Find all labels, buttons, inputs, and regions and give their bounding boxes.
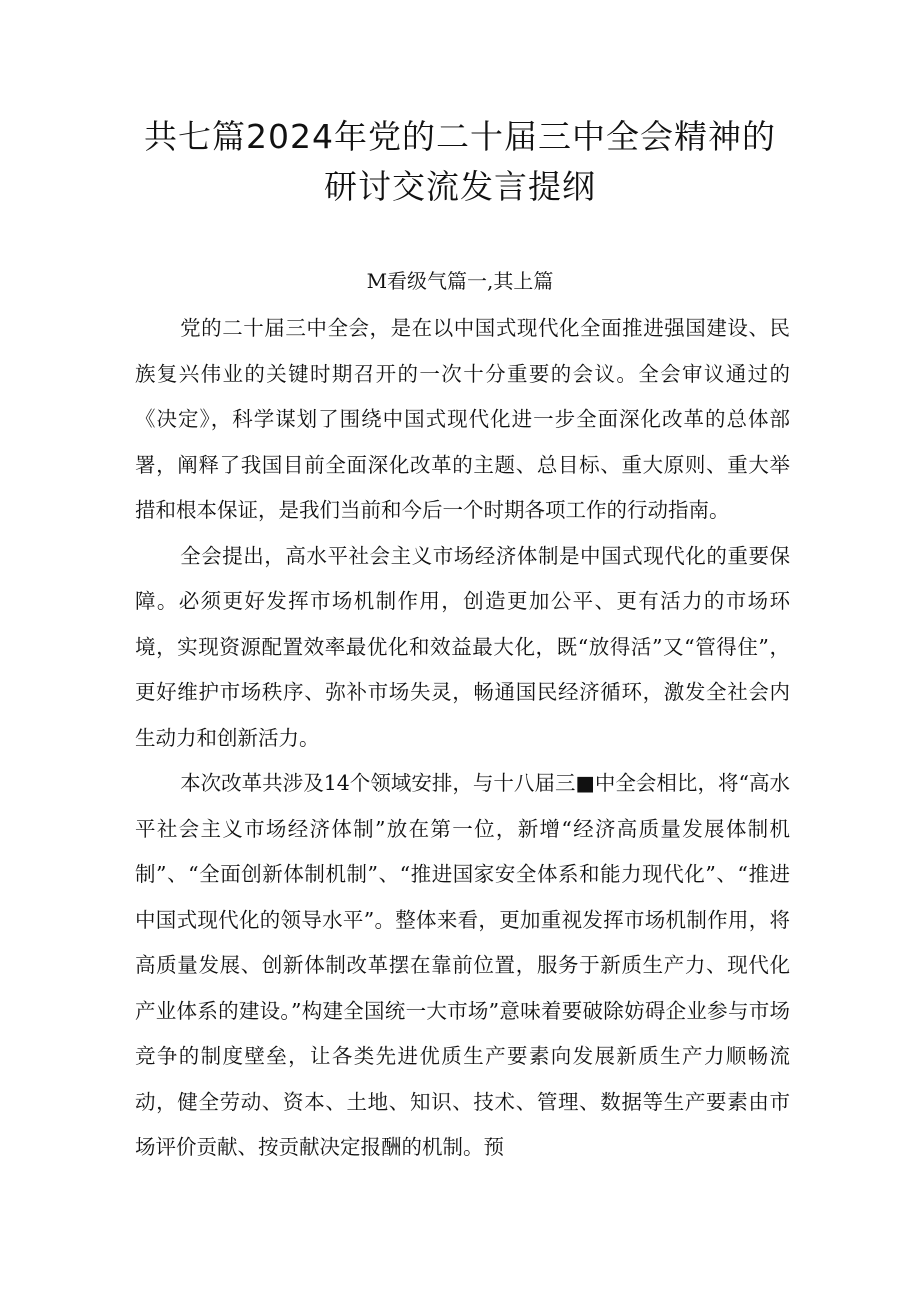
document-title	[90, 112, 830, 212]
paragraph-3: 本次改革共涉及14个领域安排，与十八届三■中全会相比，将“高水平社会主义市场经济体制”放在第一位，新增“经济高质量发展体制机制”、“全面创新体制机制”、“推进国家安全体系和能力现代化”、“推进中国式现代化的领导水平”。整体来看，更加重视发挥市场机制作用，将高质量发展、创新体制改革摆在靠前位置，服务于新质生产力、现代化产业体系的建设。”构建全国统一大市场”意味着要破除妨碍企业参与市场竞争的制度壁垒，让各类先进优质生产要素向发展新质生产力顺畅流动，健全劳动、资本、土地、知识、技术、管理、数据等生产要素由市场评价贡献、按贡献决定报酬的机制。预	[135, 771, 790, 1159]
document-body	[135, 306, 790, 1171]
title-line-2: 研讨交流发言提纲	[324, 167, 596, 206]
title-line-1: 共七篇2024年党的二十届三中全会精神的	[144, 117, 776, 156]
paragraph-1: 党的二十届三中全会，是在以中国式现代化全面推进强国建设、民族复兴伟业的关键时期召开的一次十分重要的会议。全会审议通过的《决定》，科学谋划了围绕中国式现代化进一步全面深化改革的总体部署，阐释了我国目前全面深化改革的主题、总目标、重大原则、重大举措和根本保证，是我们当前和今后一个时期各项工作的行动指南。	[135, 316, 790, 522]
paragraph-2: 全会提出，高水平社会主义市场经济体制是中国式现代化的重要保障。必须更好发挥市场机制作用，创造更加公平、更有活力的市场环境，实现资源配置效率最优化和效益最大化，既“放得活”又“管得住”，更好维护市场秩序、弥补市场失灵，畅通国民经济循环，激发全社会内生动力和创新活力。	[135, 543, 790, 750]
section-subheading: M看级气篇一,其上篇	[366, 269, 554, 293]
